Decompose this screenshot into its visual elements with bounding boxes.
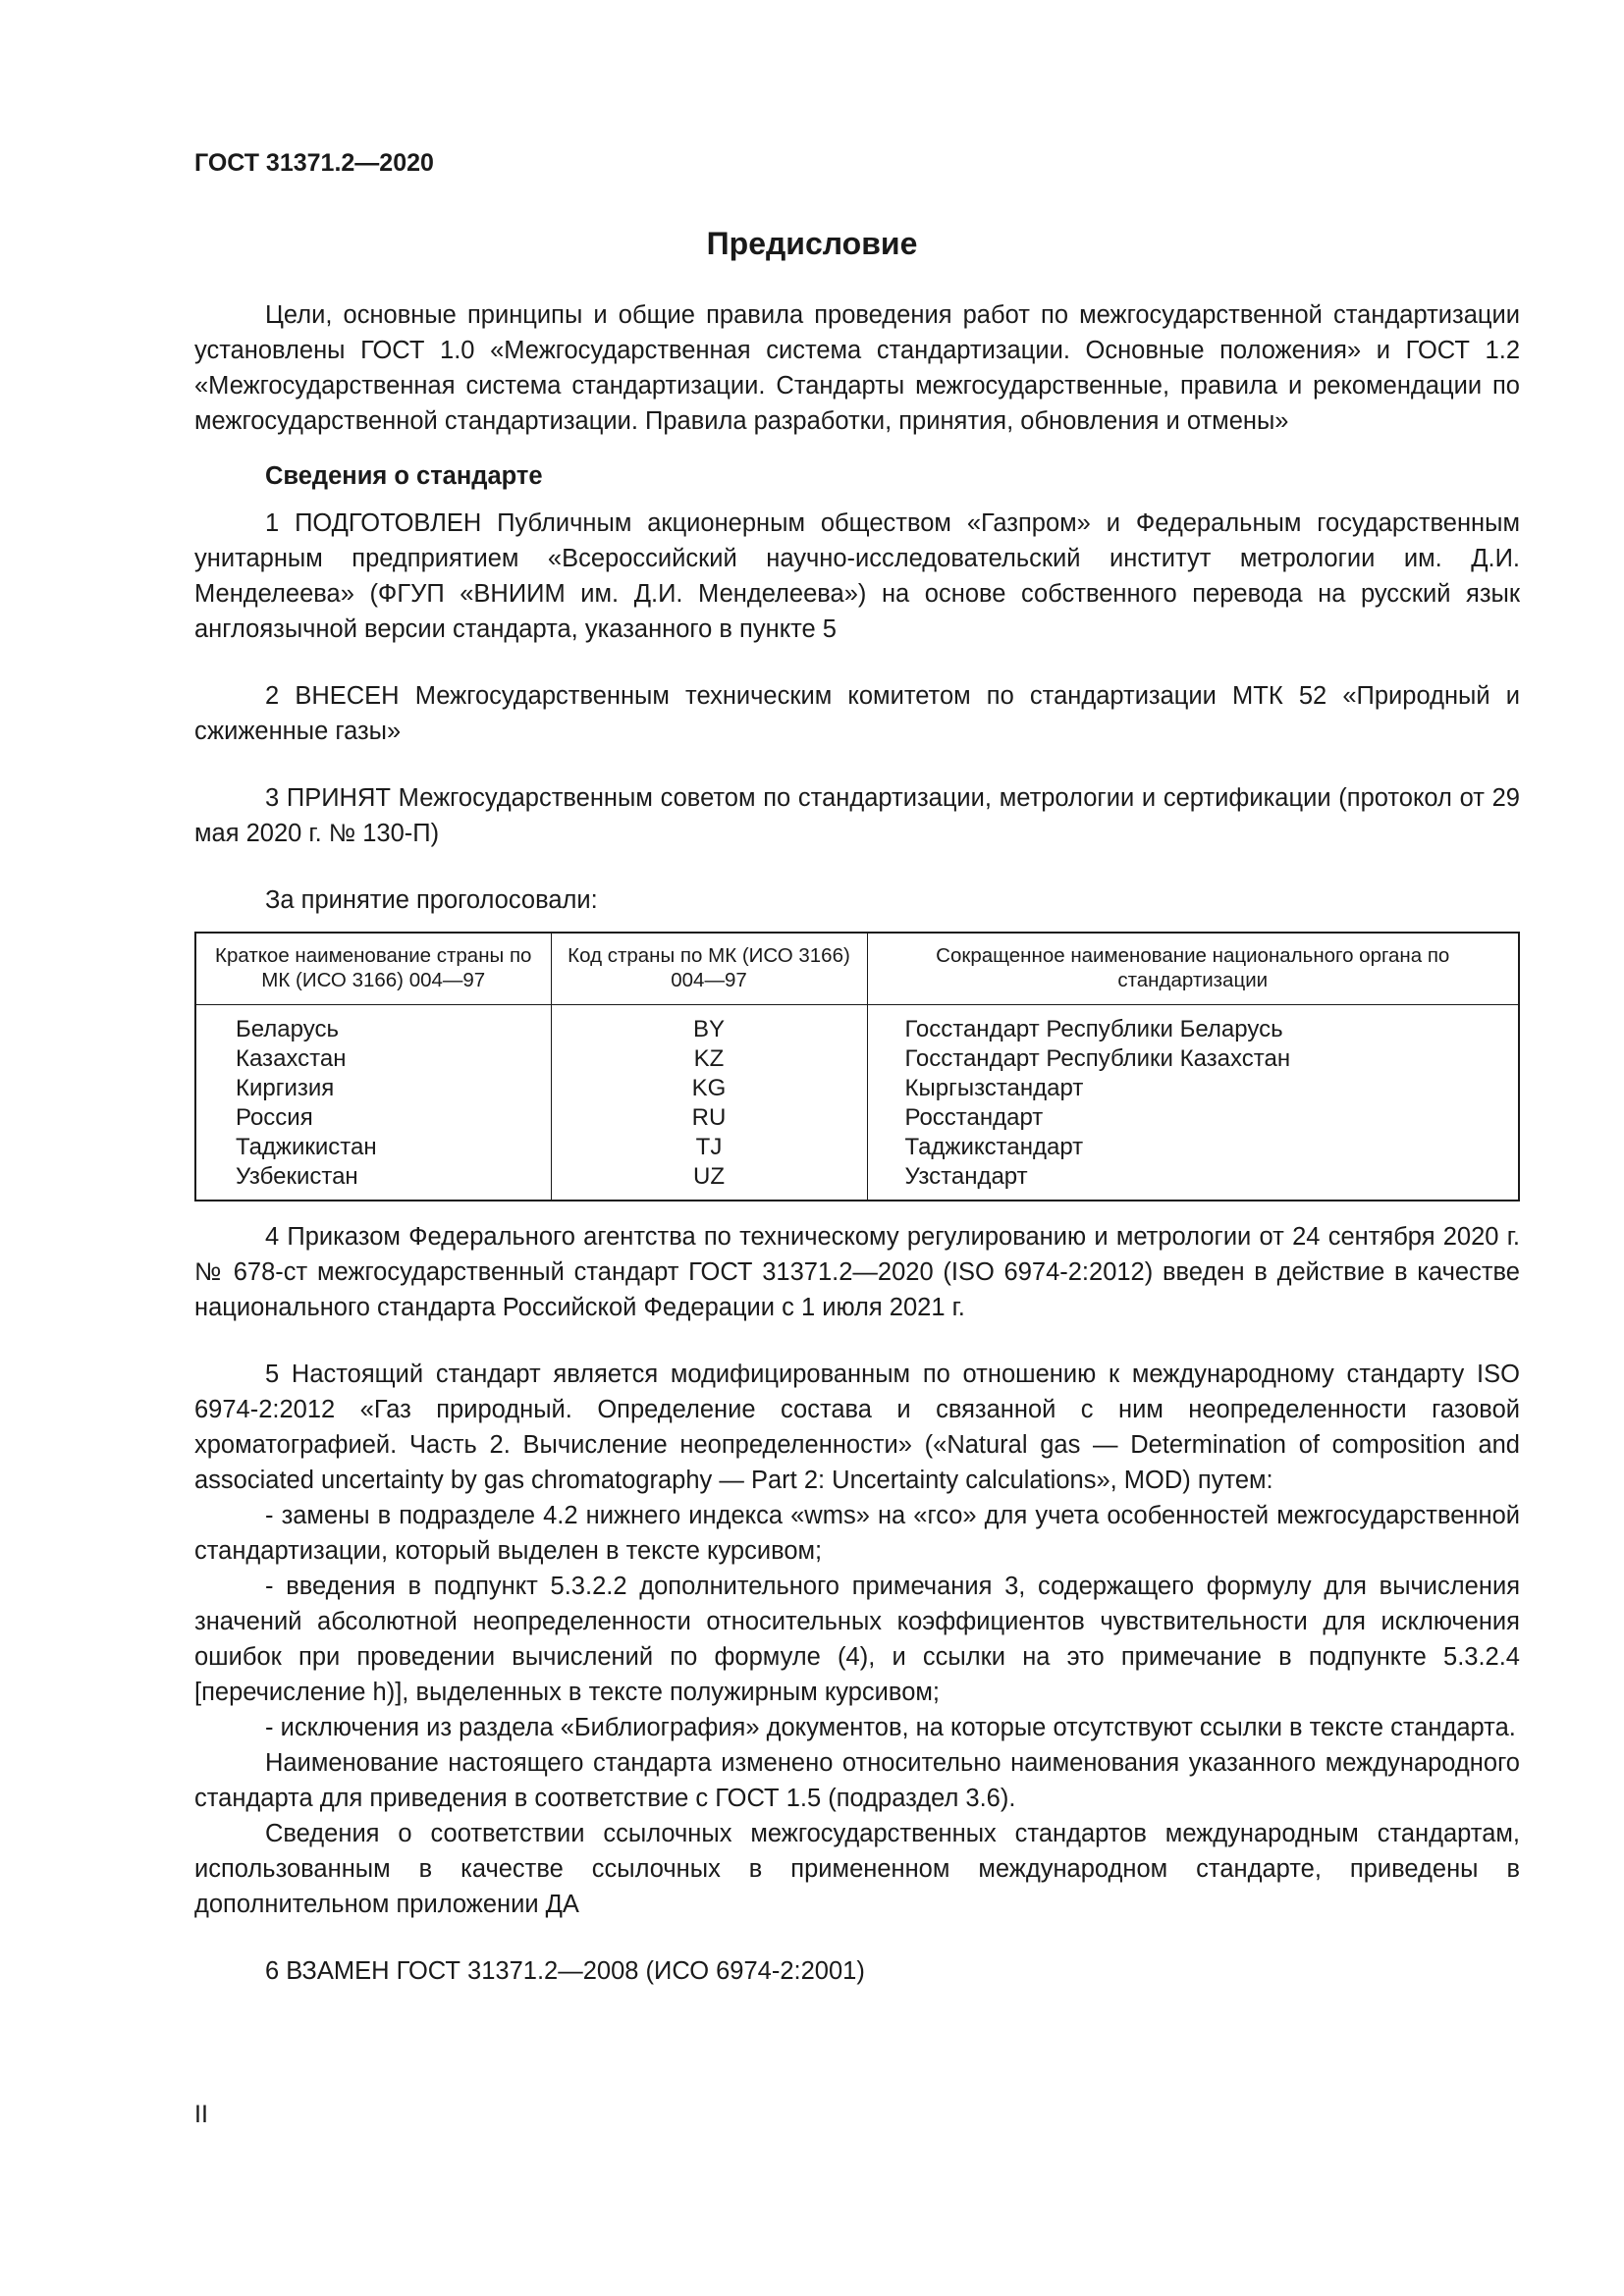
cell-country: Россия	[236, 1104, 313, 1131]
cell-code: UZ	[551, 1162, 867, 1201]
cell-country: Казахстан	[236, 1045, 347, 1072]
cell-country: Киргизия	[236, 1075, 335, 1101]
header-code: Код страны по МК (ИСО 3166) 004—97	[551, 933, 867, 1005]
item-5-para-2: Сведения о соответствии ссылочных межгосударственных стандартов международным стандартам, использованным в качестве ссылочных в примененном международном стандарте, приведены в дополнительном приложении ДА	[194, 1820, 1520, 1918]
item-5-lead: 5 Настоящий стандарт является модифицированным по отношению к международному стандарту ISO 6974-2:2012 «Газ природный. Определение состава и связанной с ним неопределенности газовой хроматографией. Часть 2. Вычисление неопределенности» («Natural gas — Determination of composition and associated uncertainty by gas chromatography — Part 2: Uncertainty calculations», MOD) путем:	[194, 1361, 1520, 1494]
table-row	[195, 1074, 1519, 1103]
section-heading: Сведения о стандарте	[265, 462, 543, 490]
header-org: Сокращенное наименование национального органа по стандартизации	[867, 933, 1519, 1005]
item-6-paragraph: 6 ВЗАМЕН ГОСТ 31371.2—2008 (ИСО 6974-2:2001)	[265, 1957, 865, 1985]
voting-table	[194, 932, 1520, 1201]
item-5-bullet-1: - замены в подразделе 4.2 нижнего индекса «wms» на «гсо» для учета особенностей межгосударственной стандартизации, который выделен в тексте курсивом;	[194, 1502, 1520, 1565]
header-country: Краткое наименование страны по МК (ИСО 3166) 004—97	[195, 933, 551, 1005]
item-2-paragraph: 2 ВНЕСЕН Межгосударственным техническим комитетом по стандартизации МТК 52 «Природный и сжиженные газы»	[194, 682, 1520, 745]
item-5-para-1: Наименование настоящего стандарта изменено относительно наименования указанного международного стандарта для приведения в соответствие с ГОСТ 1.5 (подраздел 3.6).	[194, 1749, 1520, 1812]
cell-org: Узстандарт	[867, 1162, 1519, 1201]
page-title: Предисловие	[706, 226, 918, 261]
item-5-bullet-3: - исключения из раздела «Библиография» документов, на которые отсутствуют ссылки в тексте стандарта.	[265, 1714, 1516, 1741]
table-row	[195, 1044, 1519, 1074]
intro-paragraph: Цели, основные принципы и общие правила проведения работ по межгосударственной стандартизации установлены ГОСТ 1.0 «Межгосударственная система стандартизации. Основные положения» и ГОСТ 1.2 «Межгосударственная система стандартизации. Стандарты межгосударственные, правила и рекомендации по межгосударственной стандартизации. Правила разработки, принятия, обновления и отмены»	[194, 301, 1520, 435]
page-number: II	[194, 2101, 208, 2128]
item-4-paragraph: 4 Приказом Федерального агентства по техническому регулированию и метрологии от 24 сентября 2020 г. № 678-ст межгосударственный стандарт ГОСТ 31371.2—2020 (ISO 6974-2:2012) введен в действие в качестве национального стандарта Российской Федерации с 1 июля 2021 г.	[194, 1223, 1520, 1321]
cell-code: BY	[551, 1005, 867, 1045]
cell-org: Госстандарт Республики Казахстан	[867, 1044, 1519, 1074]
cell-country: Беларусь	[236, 1016, 339, 1042]
table-row	[195, 1005, 1519, 1045]
cell-org: Кыргызстандарт	[867, 1074, 1519, 1103]
item-1-paragraph: 1 ПОДГОТОВЛЕН Публичным акционерным обществом «Газпром» и Федеральным государственным унитарным предприятием «Всероссийский научно-исследовательский институт метрологии им. Д.И. Менделеева» (ФГУП «ВНИИМ им. Д.И. Менделеева») на основе собственного перевода на русский язык англоязычной версии стандарта, указанного в пункте 5	[194, 509, 1520, 643]
cell-code: RU	[551, 1103, 867, 1133]
cell-org: Росстандарт	[867, 1103, 1519, 1133]
cell-org: Таджикстандарт	[867, 1133, 1519, 1162]
cell-code: TJ	[551, 1133, 867, 1162]
table-row	[195, 1133, 1519, 1162]
document-code: ГОСТ 31371.2—2020	[194, 149, 434, 177]
cell-org: Госстандарт Республики Беларусь	[867, 1005, 1519, 1045]
table-row	[195, 1162, 1519, 1201]
document-body	[194, 297, 1520, 1989]
cell-code: KG	[551, 1074, 867, 1103]
cell-country: Узбекистан	[236, 1163, 358, 1190]
item-5-bullet-2: - введения в подпункт 5.3.2.2 дополнительного примечания 3, содержащего формулу для вычисления значений абсолютной неопределенности относительных коэффициентов чувствительности для исключения ошибок при проведении вычислений по формуле (4), и ссылки на это примечание в подпункте 5.3.2.4 [перечисление h)], выделенных в тексте полужирным курсивом;	[194, 1573, 1520, 1706]
cell-country: Таджикистан	[236, 1134, 377, 1160]
voted-label: За принятие проголосовали:	[265, 886, 598, 914]
table-row	[195, 1103, 1519, 1133]
item-3-paragraph: 3 ПРИНЯТ Межгосударственным советом по стандартизации, метрологии и сертификации (протокол от 29 мая 2020 г. № 130-П)	[194, 784, 1520, 847]
cell-code: KZ	[551, 1044, 867, 1074]
table-header-row	[195, 933, 1519, 1005]
